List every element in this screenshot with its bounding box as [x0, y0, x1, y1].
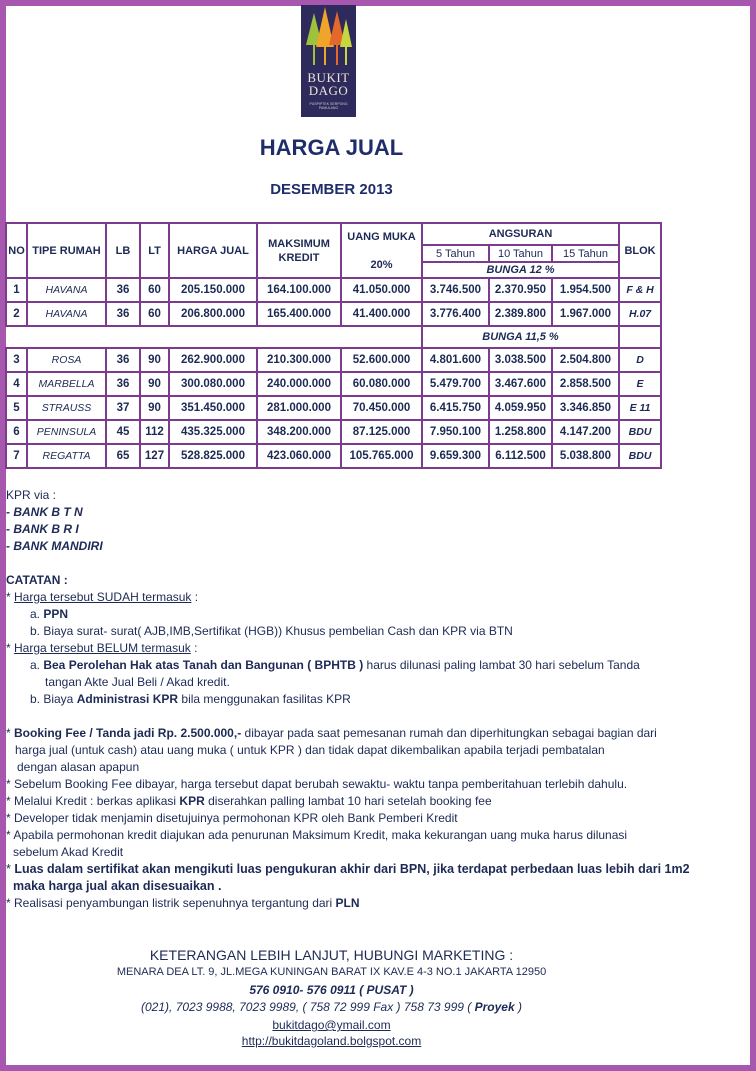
col-header-lb: LB — [106, 223, 140, 278]
kpr-bank-bri: - BANK B R I — [6, 522, 79, 536]
row-uang-muka: 70.450.000 — [341, 396, 422, 420]
catatan-heading: CATATAN : — [6, 573, 68, 587]
booking-fee-note-line3: dengan alasan apapun — [17, 760, 140, 774]
row-tipe: MARBELLA — [27, 372, 106, 396]
note-luas-sertifikat-line2: maka harga jual akan disesuaikan . — [13, 879, 222, 893]
row-no: 5 — [6, 396, 27, 420]
row-angsuran-15: 2.504.800 — [552, 348, 619, 372]
table-row — [6, 278, 661, 302]
sudah-item-b: b. Biaya surat- surat( AJB,IMB,Sertifikat (HGB)) Khusus pembelian Cash dan KPR via BTN — [30, 624, 513, 638]
sudah-termasuk-heading: * Harga tersebut SUDAH termasuk : — [6, 590, 199, 604]
row-angsuran-10: 2.389.800 — [489, 302, 552, 326]
note-kredit-berkas: * Melalui Kredit : berkas aplikasi KPR diserahkan palling lambat 10 hari setelah booking fee — [6, 794, 492, 808]
row-angsuran-15: 1.967.000 — [552, 302, 619, 326]
table-row — [6, 396, 661, 420]
page-title: HARGA JUAL — [259, 135, 404, 160]
row-lb: 36 — [106, 278, 140, 302]
footer-phone-proyek: (021), 7023 9988, 7023 9989, ( 758 72 999 Fax ) 758 73 999 ( Proyek ) — [141, 1000, 522, 1014]
row-harga: 435.325.000 — [169, 420, 257, 444]
row-maksimum: 348.200.000 — [257, 420, 341, 444]
row-harga: 205.150.000 — [169, 278, 257, 302]
row-lb: 65 — [106, 444, 140, 468]
note-penurunan-kredit-line2: sebelum Akad Kredit — [13, 845, 124, 859]
row-uang-muka: 60.080.000 — [341, 372, 422, 396]
email-link[interactable]: bukitdago@ymail.com — [272, 1018, 391, 1032]
row-no: 4 — [6, 372, 27, 396]
table-row — [6, 372, 661, 396]
row-angsuran-5: 9.659.300 — [422, 444, 489, 468]
footer-email-wrap — [0, 1018, 663, 1032]
col-header-blok: BLOK — [619, 223, 661, 278]
uang-muka-label: UANG MUKA — [347, 230, 416, 243]
uang-muka-percent: 20% — [370, 258, 393, 271]
row-blok: D — [619, 348, 661, 372]
row-uang-muka: 41.050.000 — [341, 278, 422, 302]
row-lb: 36 — [106, 372, 140, 396]
tree-logo-icon — [301, 5, 356, 75]
spacer-cell — [619, 326, 661, 348]
table-row — [6, 348, 661, 372]
logo-wordmark: BUKIT DAGO — [307, 70, 350, 98]
row-angsuran-15: 3.346.850 — [552, 396, 619, 420]
kpr-bank-mandiri: - BANK MANDIRI — [6, 539, 103, 553]
col-header-angsuran: ANGSURAN — [422, 223, 619, 245]
row-no: 1 — [6, 278, 27, 302]
booking-fee-note-line2: harga jual (untuk cash) atau uang muka ( untuk KPR ) dan tidak dapat dikembalikan apabila terjadi pembatalan — [15, 743, 605, 757]
belum-item-b: b. Biaya Administrasi KPR bila menggunakan fasilitas KPR — [30, 692, 351, 706]
col-header-no: NO — [6, 223, 27, 278]
row-angsuran-10: 6.112.500 — [489, 444, 552, 468]
row-angsuran-15: 5.038.800 — [552, 444, 619, 468]
row-tipe: PENINSULA — [27, 420, 106, 444]
row-blok: E 11 — [619, 396, 661, 420]
row-lt: 90 — [140, 372, 169, 396]
col-header-uang-muka — [341, 223, 422, 278]
row-harga: 528.825.000 — [169, 444, 257, 468]
table-row — [6, 302, 661, 326]
footer-website-wrap — [0, 1034, 663, 1048]
bukit-dago-logo — [301, 5, 356, 117]
spacer-cell — [6, 326, 422, 348]
row-maksimum: 240.000.000 — [257, 372, 341, 396]
sudah-item-a: a. PPN — [30, 607, 69, 621]
kpr-label: KPR via : — [6, 488, 57, 502]
row-no: 2 — [6, 302, 27, 326]
row-blok: BDU — [619, 444, 661, 468]
row-lb: 45 — [106, 420, 140, 444]
row-angsuran-10: 1.258.800 — [489, 420, 552, 444]
row-angsuran-10: 3.038.500 — [489, 348, 552, 372]
bunga-11-5-row — [6, 326, 661, 348]
table-header-row — [6, 223, 661, 245]
note-developer: * Developer tidak menjamin disetujuinya permohonan KPR oleh Bank Pemberi Kredit — [6, 811, 458, 825]
row-angsuran-10: 4.059.950 — [489, 396, 552, 420]
row-lt: 90 — [140, 348, 169, 372]
col-header-harga: HARGA JUAL — [169, 223, 257, 278]
row-lt: 90 — [140, 396, 169, 420]
website-link[interactable]: http://bukitdagoland.bolgspot.com — [241, 1034, 422, 1048]
note-penurunan-kredit: * Apabila permohonan kredit diajukan ada penurunan Maksimum Kredit, maka kekurangan uang muka harus dilunasi — [6, 828, 628, 842]
bunga-11-5-label: BUNGA 11,5 % — [422, 326, 619, 348]
belum-termasuk-heading: * Harga tersebut BELUM termasuk : — [6, 641, 198, 655]
row-no: 6 — [6, 420, 27, 444]
row-lb: 36 — [106, 348, 140, 372]
row-maksimum: 210.300.000 — [257, 348, 341, 372]
note-price-change: * Sebelum Booking Fee dibayar, harga tersebut dapat berubah sewaktu- waktu tanpa pemberitahuan terlebih dahulu. — [6, 777, 628, 791]
row-tipe: REGATTA — [27, 444, 106, 468]
logo-tagline: PUSPIPTEK SERPONG PAMULANG — [309, 102, 348, 110]
row-lt: 112 — [140, 420, 169, 444]
bunga-12-label: BUNGA 12 % — [422, 262, 619, 278]
row-maksimum: 165.400.000 — [257, 302, 341, 326]
row-angsuran-10: 2.370.950 — [489, 278, 552, 302]
col-header-lt: LT — [140, 223, 169, 278]
row-uang-muka: 52.600.000 — [341, 348, 422, 372]
booking-fee-note: * Booking Fee / Tanda jadi Rp. 2.500.000,- dibayar pada saat pemesanan rumah dan diperhitungkan sebagai bagian dari — [6, 726, 657, 740]
row-lt: 60 — [140, 278, 169, 302]
row-angsuran-5: 3.746.500 — [422, 278, 489, 302]
row-angsuran-15: 1.954.500 — [552, 278, 619, 302]
row-tipe: STRAUSS — [27, 396, 106, 420]
row-maksimum: 281.000.000 — [257, 396, 341, 420]
col-header-maksimum: MAKSIMUM KREDIT — [257, 223, 341, 278]
col-header-15-tahun: 15 Tahun — [552, 245, 619, 262]
row-maksimum: 164.100.000 — [257, 278, 341, 302]
row-angsuran-5: 5.479.700 — [422, 372, 489, 396]
row-lb: 36 — [106, 302, 140, 326]
price-table — [5, 222, 662, 469]
row-lt: 60 — [140, 302, 169, 326]
row-uang-muka: 105.765.000 — [341, 444, 422, 468]
row-lt: 127 — [140, 444, 169, 468]
row-harga: 206.800.000 — [169, 302, 257, 326]
footer-address: MENARA DEA LT. 9, JL.MEGA KUNINGAN BARAT IX KAV.E 4-3 NO.1 JAKARTA 12950 — [116, 966, 547, 978]
row-angsuran-15: 2.858.500 — [552, 372, 619, 396]
row-harga: 300.080.000 — [169, 372, 257, 396]
row-uang-muka: 41.400.000 — [341, 302, 422, 326]
footer-phone-pusat: 576 0910- 576 0911 ( PUSAT ) — [249, 983, 414, 997]
row-angsuran-5: 4.801.600 — [422, 348, 489, 372]
kpr-bank-btn: - BANK B T N — [6, 505, 83, 519]
col-header-5-tahun: 5 Tahun — [422, 245, 489, 262]
table-row — [6, 420, 661, 444]
row-no: 7 — [6, 444, 27, 468]
footer-heading: KETERANGAN LEBIH LANJUT, HUBUNGI MARKETING : — [149, 947, 514, 963]
row-blok: BDU — [619, 420, 661, 444]
row-blok: F & H — [619, 278, 661, 302]
row-angsuran-15: 4.147.200 — [552, 420, 619, 444]
row-harga: 351.450.000 — [169, 396, 257, 420]
belum-item-a-line2: tangan Akte Jual Beli / Akad kredit. — [45, 675, 230, 689]
note-listrik: * Realisasi penyambungan listrik sepenuhnya tergantung dari PLN — [6, 896, 360, 910]
row-tipe: ROSA — [27, 348, 106, 372]
col-header-tipe: TIPE RUMAH — [27, 223, 106, 278]
belum-item-a: a. Bea Perolehan Hak atas Tanah dan Bangunan ( BPHTB ) harus dilunasi paling lambat 30 hari sebelum Tanda — [30, 658, 640, 672]
row-angsuran-5: 6.415.750 — [422, 396, 489, 420]
row-maksimum: 423.060.000 — [257, 444, 341, 468]
row-uang-muka: 87.125.000 — [341, 420, 422, 444]
period-subtitle: DESEMBER 2013 — [270, 181, 393, 198]
row-no: 3 — [6, 348, 27, 372]
row-blok: E — [619, 372, 661, 396]
row-tipe: HAVANA — [27, 278, 106, 302]
row-angsuran-5: 7.950.100 — [422, 420, 489, 444]
row-angsuran-5: 3.776.400 — [422, 302, 489, 326]
row-lb: 37 — [106, 396, 140, 420]
note-luas-sertifikat: * Luas dalam sertifikat akan mengikuti luas pengukuran akhir dari BPN, jika terdapat perbedaan luas lebih dari 1m2 — [6, 862, 690, 876]
table-row — [6, 444, 661, 468]
row-angsuran-10: 3.467.600 — [489, 372, 552, 396]
row-tipe: HAVANA — [27, 302, 106, 326]
row-blok: H.07 — [619, 302, 661, 326]
row-harga: 262.900.000 — [169, 348, 257, 372]
col-header-10-tahun: 10 Tahun — [489, 245, 552, 262]
